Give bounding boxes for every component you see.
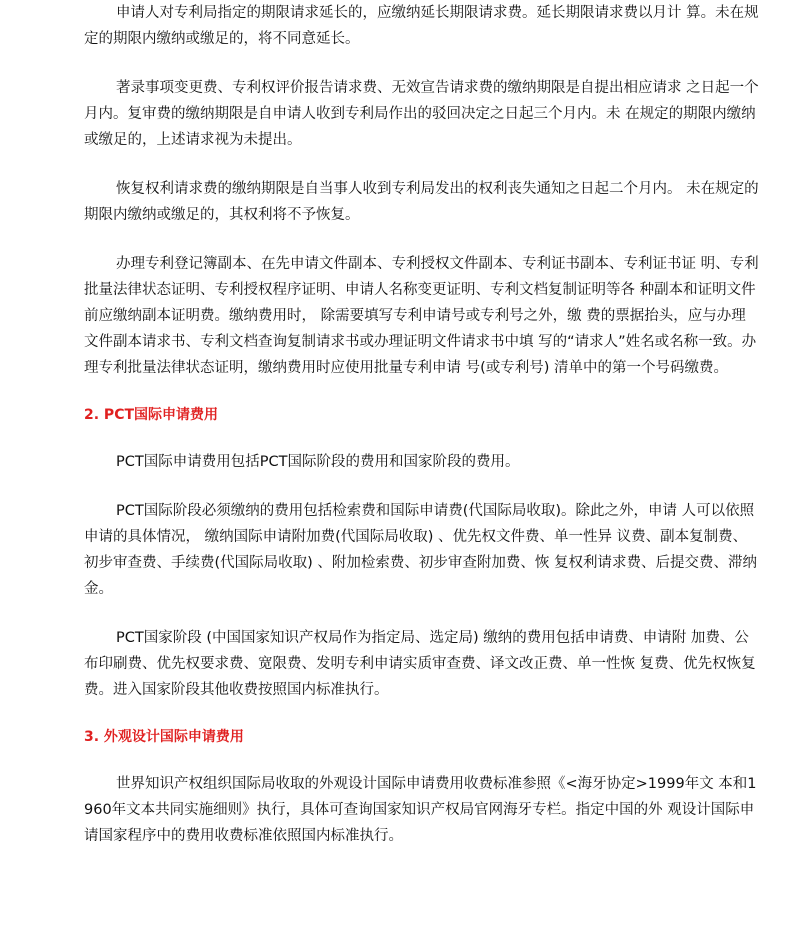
paragraph-restoration-fee: 恢复权利请求费的缴纳期限是自当事人收到专利局发出的权利丧失通知之日起二个月内。 未在规定的期限内缴纳或缴足的，其权利将不予恢复。 <box>84 181 759 223</box>
section-heading-design: 3. 外观设计国际申请费用 <box>84 729 244 745</box>
paragraph-extension-fee: 申请人对专利局指定的期限请求延长的，应缴纳延长期限请求费。延长期限请求费以月计 算。未在规定的期限内缴纳或缴足的，将不同意延长。 <box>84 5 759 47</box>
paragraph-gap <box>84 153 760 176</box>
paragraph-gap <box>84 750 760 771</box>
section-heading-pct: 2. PCT国际申请费用 <box>84 407 219 423</box>
paragraph-pct-international-phase: PCT国际阶段必须缴纳的费用包括检索费和国际申请费(代国际局收取)。除此之外，申请 人可以依照申请的具体情况， 缴纳国际申请附加费(代国际局收取) 、优先权文件费、单一性异 议费、副本复制费、初步审查费、手续费(代国际局收取) 、附加检索费、初步审查附加费、恢 复权利请求费、后提交费、滞纳金。 <box>84 503 758 597</box>
document-body <box>84 0 760 849</box>
paragraph-gap <box>84 428 760 449</box>
paragraph-pct-national-phase: PCT国家阶段 (中国国家知识产权局作为指定局、选定局) 缴纳的费用包括申请费、申请附 加费、公布印刷费、优先权要求费、宽限费、发明专利申请实质审查费、译文改正费、单一性恢 复费、优先权恢复费。进入国家阶段其他收费按照国内标准执行。 <box>84 630 756 698</box>
paragraph-hague-design-fees: 世界知识产权组织国际局收取的外观设计国际申请费用收费标准参照《<海牙协定>1999年文 本和1960年文本共同实施细则》执行，具体可查询国家知识产权局官网海牙专栏。指定中国的外 观设计国际申请国家程序中的费用收费标准依照国内标准执行。 <box>84 776 757 844</box>
paragraph-copy-certificate-fee: 办理专利登记簿副本、在先申请文件副本、专利授权文件副本、专利证书副本、专利证书证 明、专利批量法律状态证明、专利授权程序证明、申请人名称变更证明、专利文档复制证明等各 种副本和证明文件前应缴纳副本证明费。缴纳费用时， 除需要填写专利申请号或专利号之外，缴 费的票据抬头，应与办理文件副本请求书、专利文档查询复制请求书或办理证明文件请求书中填 写的“请求人”姓名或名称一致。办理专利批量法律状态证明，缴纳费用时应使用批量专利申请 号(或专利号) 清单中的第一个号码缴费。 <box>84 256 759 376</box>
paragraph-gap <box>84 228 760 251</box>
paragraph-gap <box>84 381 760 402</box>
paragraph-pct-overview: PCT国际申请费用包括PCT国际阶段的费用和国家阶段的费用。 <box>116 454 520 470</box>
paragraph-gap <box>84 703 760 724</box>
paragraph-gap <box>84 602 760 625</box>
paragraph-gap <box>84 475 760 498</box>
paragraph-change-fees: 著录事项变更费、专利权评价报告请求费、无效宣告请求费的缴纳期限是自提出相应请求 之日起一个月内。复审费的缴纳期限是自申请人收到专利局作出的驳回决定之日起三个月内。未 在规定的期限内缴纳或缴足的，上述请求视为未提出。 <box>84 80 759 148</box>
paragraph-gap <box>84 52 760 75</box>
